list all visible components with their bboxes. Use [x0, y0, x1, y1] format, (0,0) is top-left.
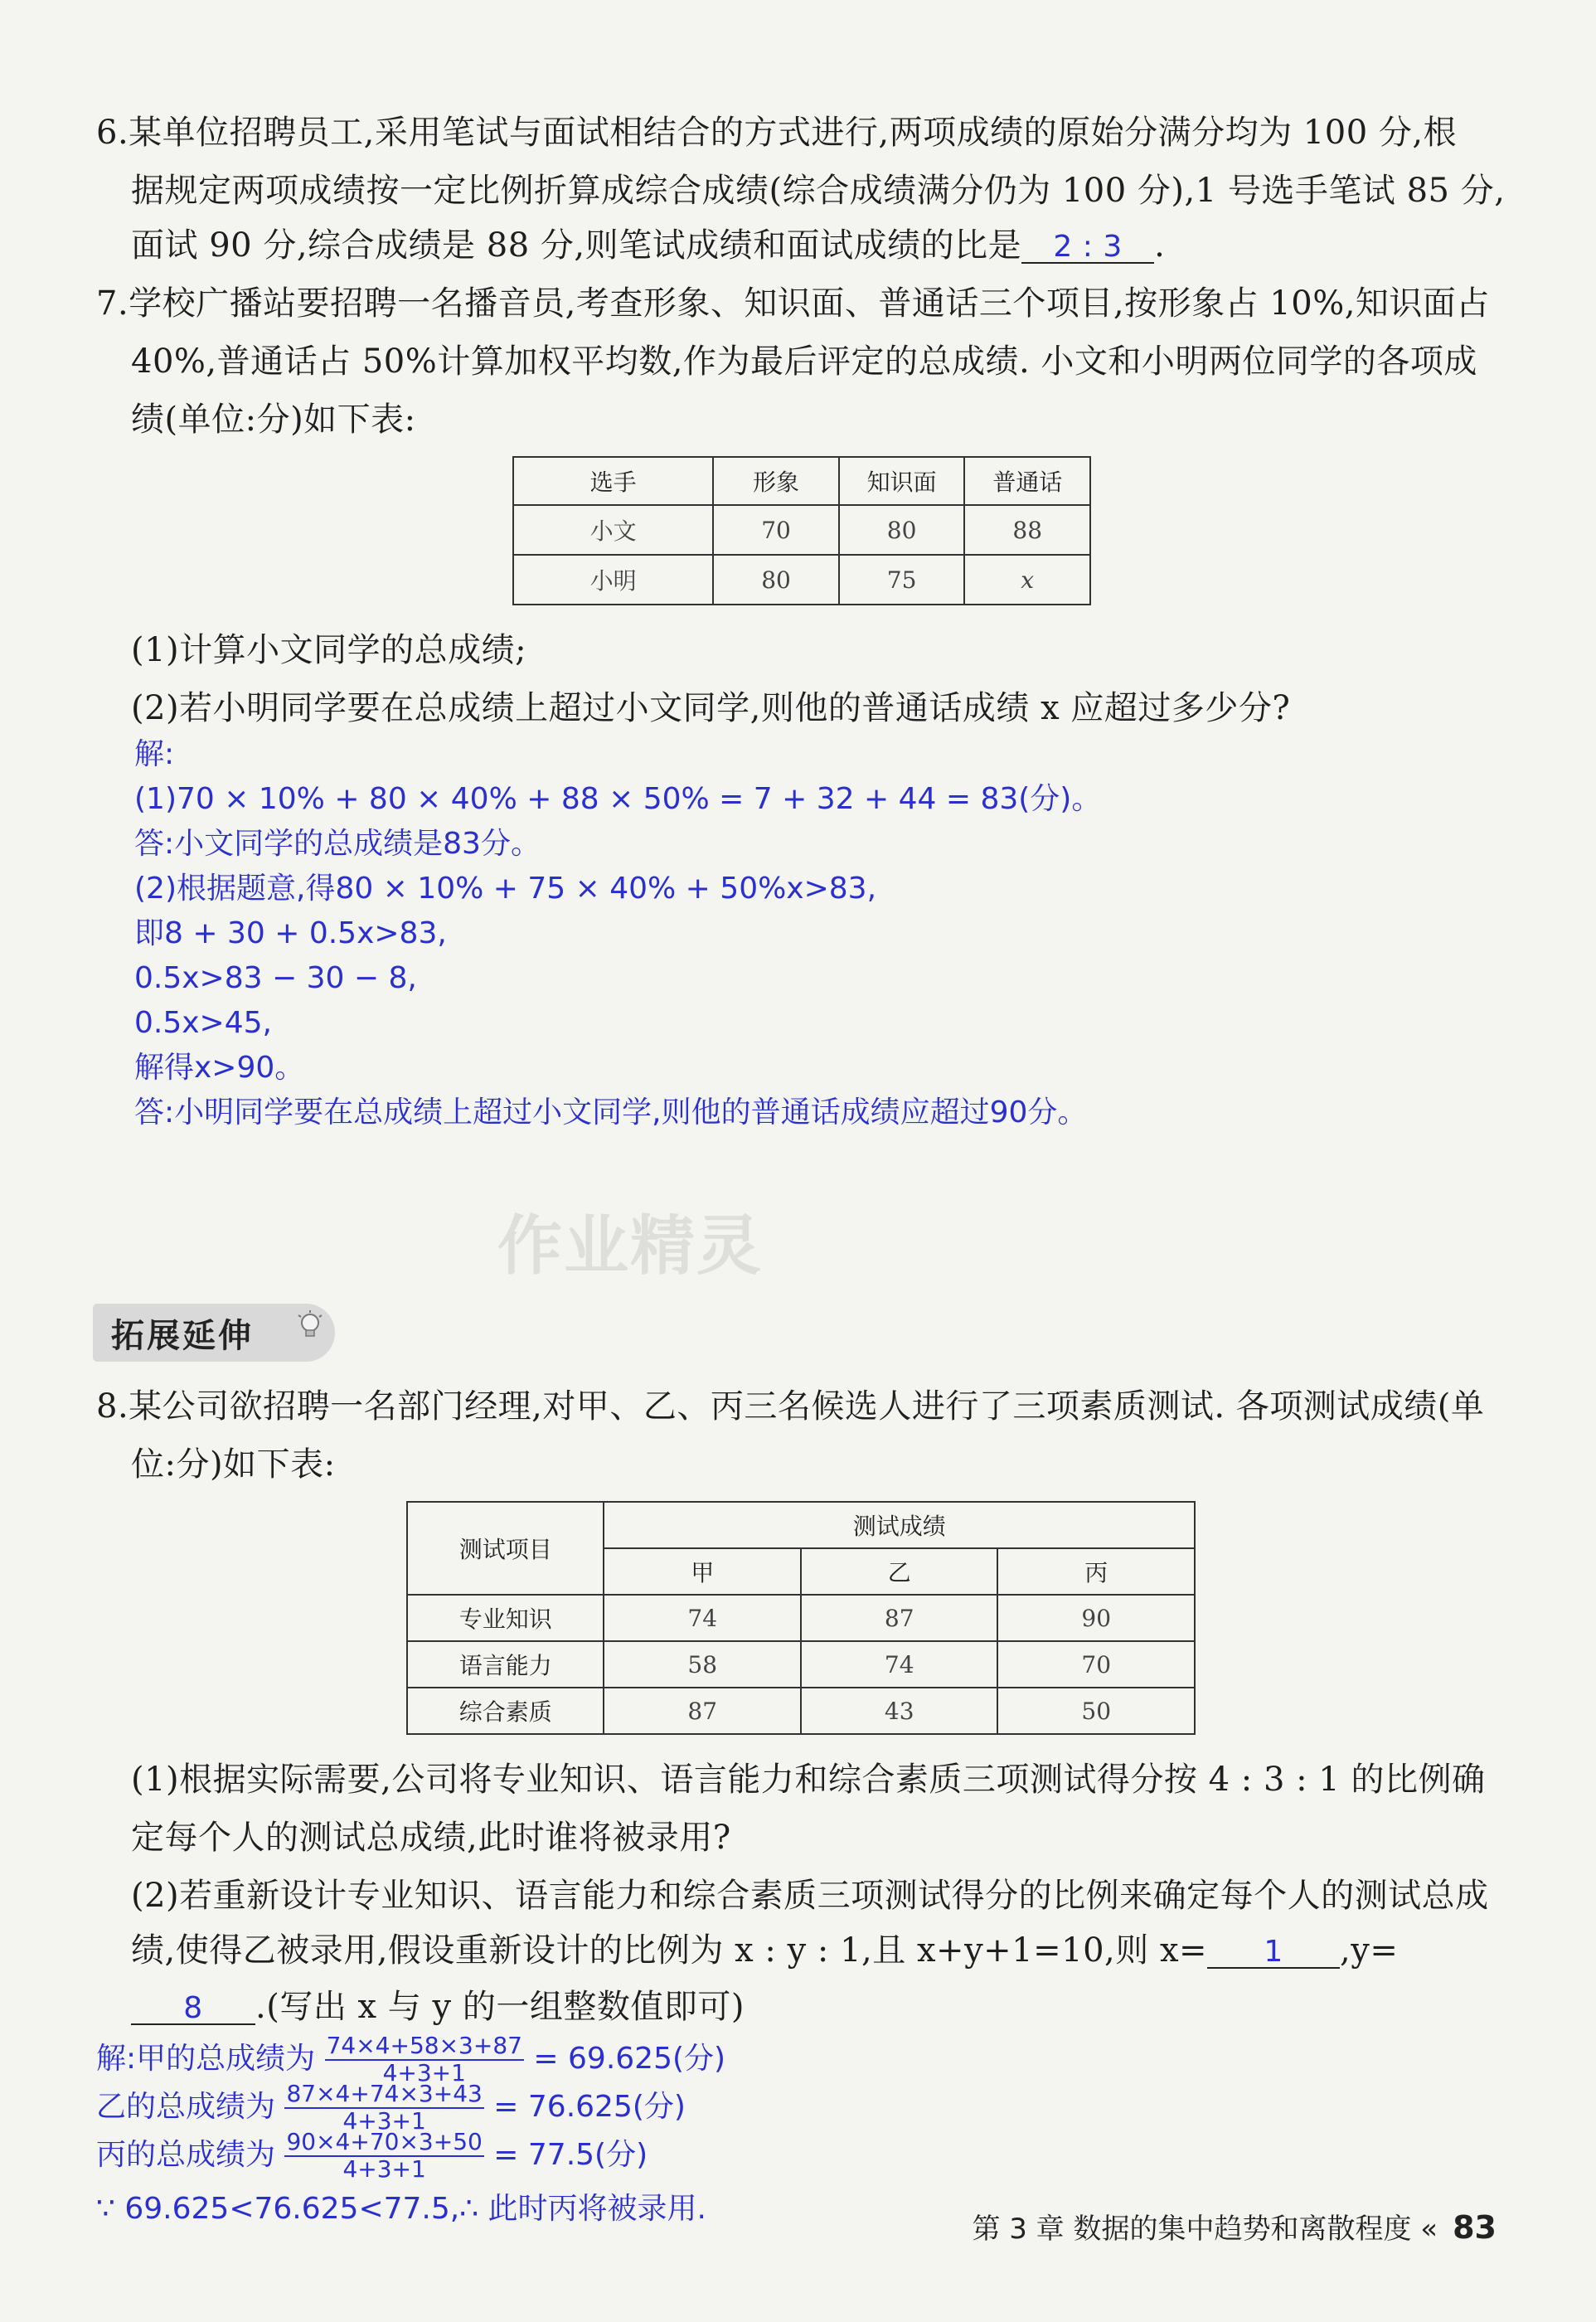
table-row [407, 1688, 1195, 1734]
q7-table-header-row [513, 457, 1090, 505]
q8-cell: 43 [801, 1688, 998, 1734]
chapter-title: 第 3 章 数据的集中趋势和离散程度 « [972, 2213, 1438, 2246]
q7-sub-2: (2)若小明同学要在总成绩上超过小文同学,则他的普通话成绩 x 应超过多少分? [131, 689, 1291, 727]
table-row [513, 555, 1090, 605]
q8-cell: 58 [604, 1641, 801, 1688]
q8-cell: 70 [997, 1641, 1195, 1688]
q6-line-2: 据规定两项成绩按一定比例折算成综合成绩(综合成绩满分仍为 100 分),1 号选手笔试 85 分, [131, 172, 1506, 210]
q7-cell: 70 [713, 505, 839, 555]
x-answer-blank: 1 [1207, 1937, 1340, 1969]
q8-sub-2b-text: 绩,使得乙被录用,假设重新设计的比例为 x : y : 1,且 x+y+1=10,则 x= [131, 1931, 1208, 1970]
q7-header-cell: 普通话 [964, 457, 1090, 505]
section-heading-label: 拓展延伸 [111, 1316, 254, 1355]
q7-header-cell: 形象 [713, 457, 839, 505]
watermark-text: 作业精灵 [497, 1209, 764, 1284]
q7-line-2: 40%,普通话占 50%计算加权平均数,作为最后评定的总成绩. 小文和小明两位同学的各项成 [131, 342, 1477, 381]
jia-result: = 69.625(分) [533, 2041, 726, 2076]
yi-result: = 76.625(分) [493, 2089, 686, 2124]
bing-numerator: 90×4+70×3+50 [286, 2128, 483, 2155]
q8-solution-conclusion: ∵ 69.625<76.625<77.5,∴ 此时丙将被录用. [96, 2192, 706, 2226]
q8-sub-2c-line [131, 1990, 745, 2025]
q6-line-1: 6.某单位招聘员工,采用笔试与面试相结合的方式进行,两项成绩的原始分满分均为 100 分,根 [96, 114, 1458, 152]
q7-cell: x [964, 555, 1090, 605]
page-footer [972, 2206, 1497, 2247]
y-answer-blank: 8 [131, 1994, 255, 2025]
q6-line-3 [131, 226, 1166, 265]
jia-fraction [325, 2033, 524, 2086]
q8-sub-2b [131, 1931, 1399, 1970]
q7-cell: 80 [839, 505, 965, 555]
q7-header-cell: 知识面 [839, 457, 965, 505]
q7-header-cell: 选手 [513, 457, 713, 505]
yi-denominator: 4+3+1 [342, 2106, 426, 2135]
bing-label: 丙的总成绩为 [96, 2137, 276, 2172]
bing-fraction [284, 2130, 483, 2183]
q8-corner-cell: 测试项目 [407, 1502, 604, 1595]
section-heading [93, 1304, 335, 1362]
q6-end: . [1154, 226, 1166, 265]
q7-solution-line: 答:小文同学的总成绩是83分。 [134, 827, 541, 861]
q7-solution-line: (1)70 × 10% + 80 × 40% + 88 × 50% = 7 + 32 + 44 = 83(分)。 [134, 782, 1102, 816]
q7-line-1: 7.学校广播站要招聘一名播音员,考查形象、知识面、普通话三个项目,按形象占 10%,知识面占 [96, 284, 1490, 323]
q7-cell: 75 [839, 555, 965, 605]
bing-denominator: 4+3+1 [342, 2154, 426, 2183]
q7-solution-line: 0.5x>45, [134, 1006, 272, 1040]
q8-line-1: 8.某公司欲招聘一名部门经理,对甲、乙、丙三名候选人进行了三项素质测试. 各项测试成绩(单 [96, 1387, 1485, 1426]
q7-solution-line: 解: [134, 737, 175, 771]
yi-label: 乙的总成绩为 [96, 2089, 276, 2124]
q8-line-2: 位:分)如下表: [131, 1445, 336, 1484]
q8-solution-jia [96, 2033, 725, 2086]
yi-numerator: 87×4+74×3+43 [286, 2080, 483, 2107]
q8-col-header: 甲 [604, 1548, 801, 1595]
q7-sub-1: (1)计算小文同学的总成绩; [131, 631, 527, 669]
q8-sub-1b: 定每个人的测试总成绩,此时谁将被录用? [131, 1819, 731, 1857]
q7-solution-line: 即8 + 30 + 0.5x>83, [134, 916, 447, 950]
q7-cell: 小文 [513, 505, 713, 555]
q8-sub-2b-mid: ,y= [1340, 1931, 1399, 1970]
lightbulb-icon [293, 1309, 327, 1342]
q8-group-cell: 测试成绩 [604, 1502, 1195, 1548]
q8-solution-yi [96, 2082, 686, 2135]
q6-line-3-text: 面试 90 分,综合成绩是 88 分,则笔试成绩和面试成绩的比是 [131, 226, 1022, 265]
jia-denominator: 4+3+1 [382, 2058, 466, 2086]
q8-cell: 50 [997, 1688, 1195, 1734]
q8-row-label: 综合素质 [407, 1688, 604, 1734]
q7-cell: 80 [713, 555, 839, 605]
q8-sub-1a: (1)根据实际需要,公司将专业知识、语言能力和综合素质三项测试得分按 4 : 3 : 1 的比例确 [131, 1761, 1486, 1799]
bing-result: = 77.5(分) [493, 2137, 648, 2172]
q7-line-3: 绩(单位:分)如下表: [131, 401, 416, 439]
jia-label: 解:甲的总成绩为 [96, 2041, 316, 2076]
q8-cell: 74 [801, 1641, 998, 1688]
jia-numerator: 74×4+58×3+87 [326, 2032, 522, 2059]
q8-sub-2a: (2)若重新设计专业知识、语言能力和综合素质三项测试得分的比例来确定每个人的测试总成 [131, 1877, 1489, 1915]
q7-solution-line: 答:小明同学要在总成绩上超过小文同学,则他的普通话成绩应超过90分。 [134, 1095, 1088, 1129]
q8-score-table [406, 1501, 1196, 1735]
table-row [407, 1641, 1195, 1688]
q7-cell: 小明 [513, 555, 713, 605]
table-row [513, 505, 1090, 555]
q7-solution-line: 0.5x>83 − 30 − 8, [134, 961, 417, 995]
yi-fraction [284, 2082, 483, 2135]
q8-col-header: 乙 [801, 1548, 998, 1595]
page-number: 83 [1453, 2209, 1497, 2246]
q7-solution-line: 解得x>90。 [134, 1051, 305, 1085]
q8-cell: 87 [604, 1688, 801, 1734]
q8-row-label: 语言能力 [407, 1641, 604, 1688]
q8-row-label: 专业知识 [407, 1595, 604, 1641]
q7-solution-line: (2)根据题意,得80 × 10% + 75 × 40% + 50%x>83, [134, 872, 877, 906]
q8-table-header-row [407, 1502, 1195, 1548]
q7-score-table [512, 456, 1091, 605]
q8-cell: 90 [997, 1595, 1195, 1641]
q8-solution-bing [96, 2130, 648, 2183]
q8-cell: 87 [801, 1595, 998, 1641]
q7-cell: 88 [964, 505, 1090, 555]
q6-answer-blank: 2 : 3 [1021, 232, 1154, 264]
q8-cell: 74 [604, 1595, 801, 1641]
table-row [407, 1595, 1195, 1641]
q8-sub-2c: .(写出 x 与 y 的一组整数值即可) [255, 1988, 745, 2026]
q8-col-header: 丙 [997, 1548, 1195, 1595]
